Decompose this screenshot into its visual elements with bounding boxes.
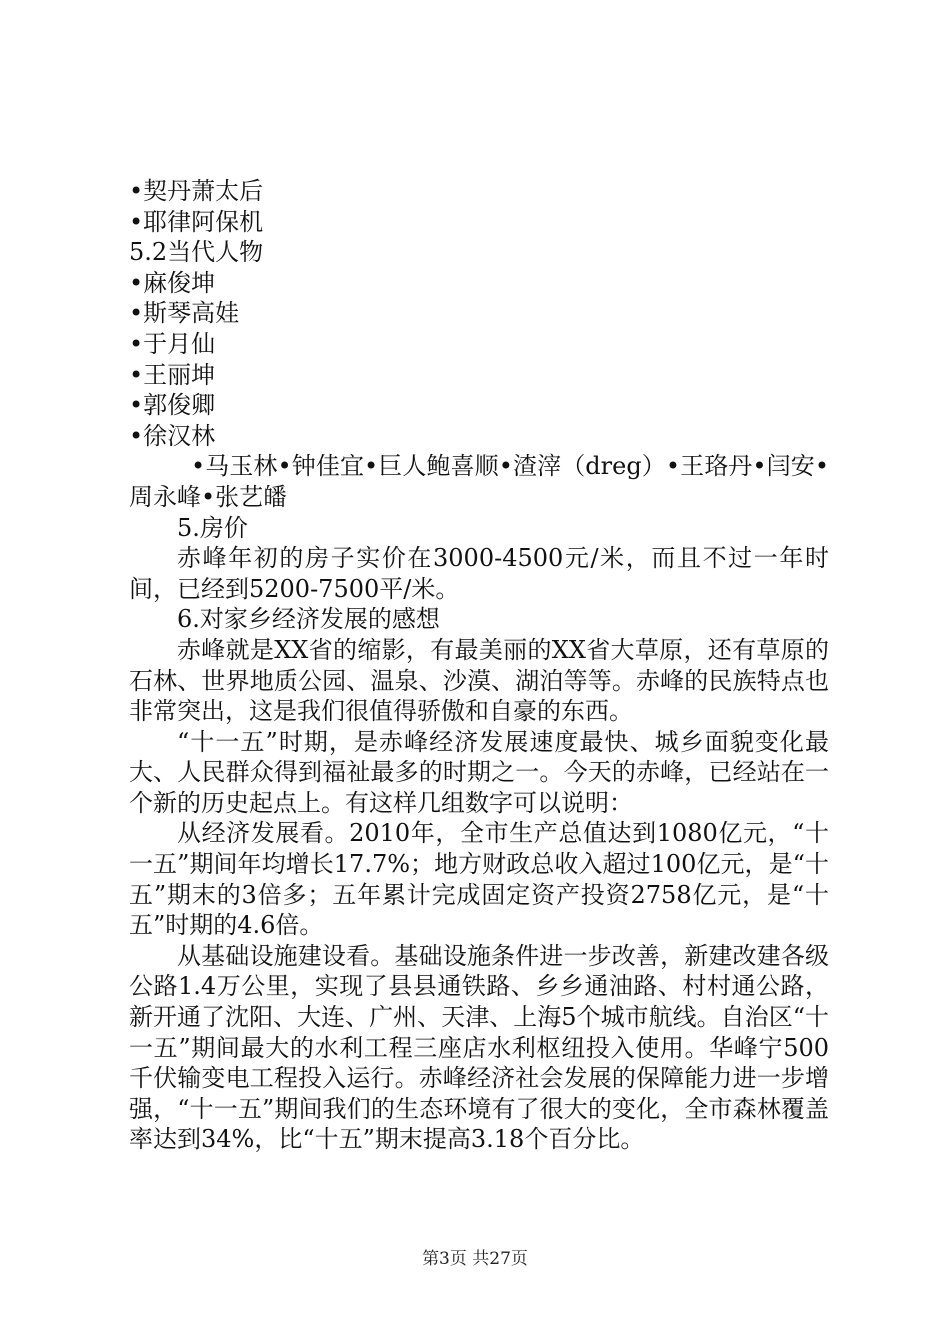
paragraph: “十一五”时期，是赤峰经济发展速度最快、城乡面貌变化最大、人民群众得到福祉最多的时期之一。今天的赤峰，已经站在一个新的历史起点上。有这样几组数字可以说明： [129,727,829,817]
list-item: •王丽坤 [129,360,216,389]
list-item: •郭俊卿 [129,391,216,420]
page-number-footer: 第3页 共27页 [422,1249,528,1269]
document-body [129,176,829,1155]
paragraph: 赤峰就是XX省的缩影，有最美丽的XX省大草原，还有草原的石林、世界地质公园、温泉、沙漠、湖泊等等。赤峰的民族特点也非常突出，这是我们很值得骄傲和自豪的东西。 [129,635,829,726]
list-item: •徐汉林 [129,421,216,450]
list-item: •麻俊坤 [129,268,216,297]
list-item: •耶律阿保机 [129,207,264,236]
section-heading: 6.对家乡经济发展的感想 [177,605,440,634]
section-heading: 5.2当代人物 [129,238,264,267]
list-item: •于月仙 [129,329,216,358]
paragraph: 从基础设施建设看。基础设施条件进一步改善，新建改建各级公路1.4万公里，实现了县县通铁路、乡乡通油路、村村通公路，新开通了沈阳、大连、广州、天津、上海5个城市航线。自治区“十一五”期间最大的水利工程三座店水利枢纽投入使用。华峰宁500千伏输变电工程投入运行。赤峰经济社会发展的保障能力进一步增强，“十一五”期间我们的生态环境有了很大的变化，全市森林覆盖率达到34%，比“十五”期末提高3.18个百分比。 [129,941,829,1154]
bullet-run-paragraph: •马玉林•钟佳宜•巨人鲍喜顺•渣滓（dreg）•王珞丹•闫安•周永峰•张艺皤 [129,452,829,511]
paragraph: 赤峰年初的房子实价在3000-4500元/米，而且不过一年时间，已经到5200-7500平/米。 [129,544,829,603]
section-heading: 5.房价 [177,513,248,542]
list-item: •斯琴高娃 [129,299,240,328]
paragraph: 从经济发展看。2010年，全市生产总值达到1080亿元，“十一五”期间年均增长17.7%；地方财政总收入超过100亿元，是“十五”期末的3倍多；五年累计完成固定资产投资2758亿元，是“十五”时期的4.6倍。 [129,819,829,940]
list-item: •契丹萧太后 [129,177,264,205]
